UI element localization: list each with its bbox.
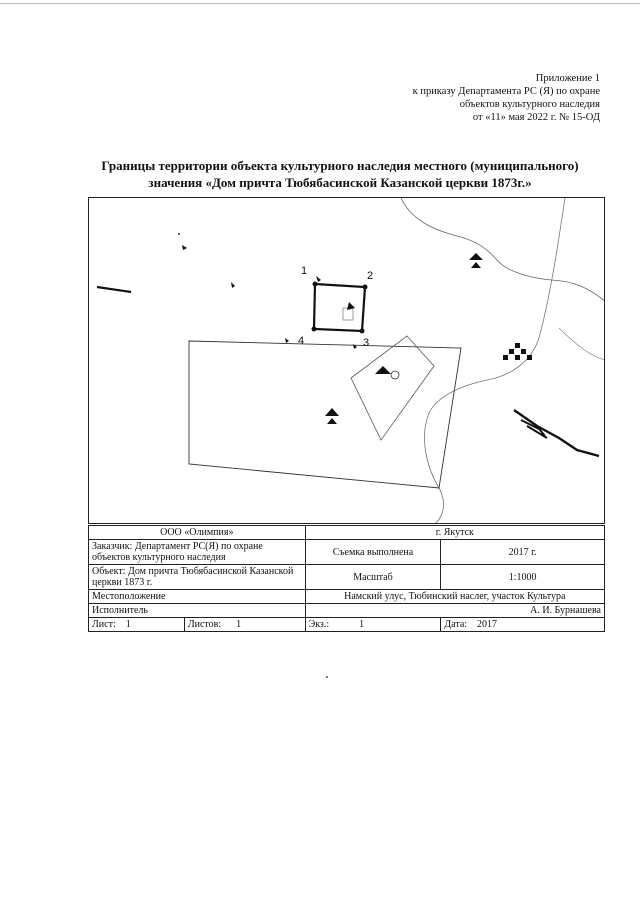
survey-mark — [353, 344, 357, 349]
location-label-cell: Местоположение — [89, 590, 306, 604]
contour-line — [424, 198, 565, 524]
scale-value-cell: 1:1000 — [441, 565, 605, 590]
copy-label: Экз.: — [308, 619, 330, 630]
date-label: Дата: — [444, 619, 468, 630]
company-cell: ООО «Олимпия» — [89, 526, 306, 540]
appendix-line: от «11» мая 2022 г. № 15-ОД — [472, 112, 600, 123]
map-marker — [231, 282, 235, 288]
road-line — [514, 410, 599, 456]
document-title — [60, 157, 620, 191]
survey-mark — [285, 338, 289, 343]
site-plan-map — [88, 197, 605, 524]
tree-symbol — [375, 366, 391, 374]
boundary-vertex — [363, 285, 368, 290]
house-outline — [343, 308, 353, 320]
appendix-header — [280, 72, 600, 124]
survey-mark — [316, 276, 321, 282]
city-cell: г. Якутск — [305, 526, 604, 540]
title-block-table — [88, 525, 605, 632]
road-line — [97, 287, 131, 292]
contour-line — [401, 198, 605, 302]
boundary-vertex — [312, 327, 317, 332]
sheets-value: 1 — [236, 619, 242, 630]
point-label: 3 — [363, 337, 370, 349]
date-cell — [441, 618, 605, 632]
appendix-line: к приказу Департамента РС (Я) по охране — [412, 86, 600, 97]
sheet-cell — [89, 618, 185, 632]
appendix-line: объектов культурного наследия — [459, 99, 600, 110]
executor-label-cell: Исполнитель — [89, 604, 306, 618]
sheets-cell — [184, 618, 305, 632]
top-edge-line — [0, 3, 640, 4]
title-line: значения «Дом причта Тюбябасинской Казанской церкви 1873г.» — [148, 175, 532, 190]
heritage-boundary — [314, 284, 365, 331]
appendix-line: Приложение 1 — [535, 73, 600, 84]
sheet-label: Лист: — [92, 619, 116, 630]
tree-symbol — [469, 253, 483, 268]
survey-label-cell: Съемка выполнена — [305, 540, 441, 565]
map-dot — [178, 233, 180, 235]
checker-symbol — [503, 343, 532, 360]
map-marker — [182, 245, 187, 250]
copy-value: 1 — [359, 619, 365, 630]
land-plot-outline — [189, 341, 461, 488]
sheet-value: 1 — [125, 619, 131, 630]
survey-year-cell: 2017 г. — [441, 540, 605, 565]
scale-label-cell: Масштаб — [305, 565, 441, 590]
boundary-vertex — [313, 282, 318, 287]
executor-value-cell: А. И. Бурнашева — [305, 604, 604, 618]
point-label: 4 — [298, 335, 305, 347]
sheets-label: Листов: — [187, 619, 222, 630]
house-marker — [347, 302, 355, 310]
location-value-cell: Намский улус, Тюбинский наслег, участок Культура — [305, 590, 604, 604]
copy-cell — [305, 618, 441, 632]
point-label: 1 — [301, 265, 308, 277]
object-cell: Объект: Дом причта Тюбябасинской Казанской церкви 1873 г. — [89, 565, 306, 590]
title-line: Границы территории объекта культурного наследия местного (муниципального) — [101, 158, 579, 173]
tree-symbol — [325, 408, 339, 424]
contour-line — [559, 328, 605, 360]
site-plan-drawing — [89, 198, 605, 524]
boundary-vertex — [360, 329, 365, 334]
building-outline — [351, 336, 434, 440]
point-label: 2 — [367, 270, 374, 282]
scan-speck — [326, 676, 328, 678]
date-value: 2017 — [477, 619, 498, 630]
church-symbol — [391, 371, 399, 379]
customer-cell: Заказчик: Департамент РС(Я) по охране объектов культурного наследия — [89, 540, 306, 565]
